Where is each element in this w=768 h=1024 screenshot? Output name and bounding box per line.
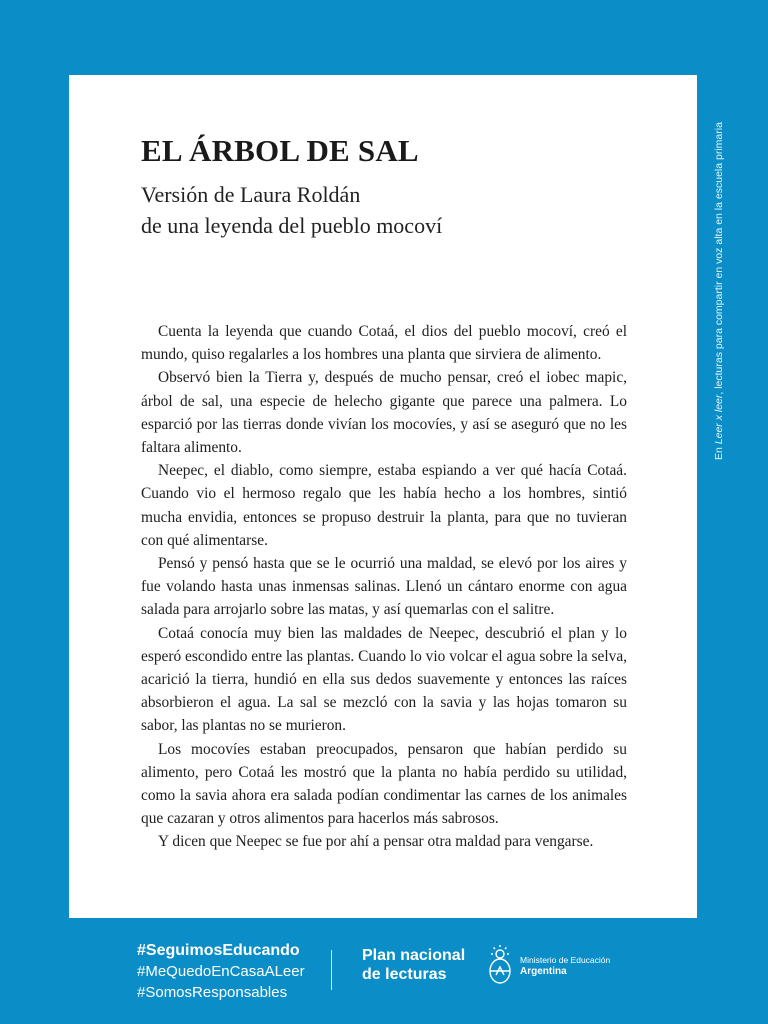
- footer-hashtags: [137, 940, 305, 1003]
- footer-divider: [331, 950, 332, 990]
- story-paragraph: Observó bien la Tierra y, después de mucho pensar, creó el iobec mapic, árbol de sal, una especie de helecho gigante que parece una palmera. Lo esparció por las tierras donde vivían los mocovíes, y así se aseguró que no les faltara alimento.: [141, 369, 627, 457]
- story-paragraph: Pensó y pensó hasta que se le ocurrió una maldad, se elevó por los aires y fue volando hasta unas inmensas salinas. Llenó un cántaro enorme con agua salada para arrojarlo sobre las matas, y así quemarlas con el salitre.: [141, 555, 627, 619]
- ministry-logo: [520, 955, 610, 978]
- ministry-country: Argentina: [520, 966, 567, 977]
- series-side-note: [713, 122, 725, 460]
- ministry-name: Ministerio de Educación: [520, 955, 611, 965]
- hashtag: #MeQuedoEnCasaALeer: [137, 963, 305, 980]
- hashtag: #SeguimosEducando: [137, 942, 300, 959]
- story-paragraph: Cotaá conocía muy bien las maldades de Neepec, descubrió el plan y lo esperó escondido entre las plantas. Cuando lo vio volcar el agua sobre la selva, acarició la tierra, hundió en ella sus dedos suavemente y entonces las raíces absorbieron el agua. La sal se mezcló con la savia y las hojas tomaron su sabor, las plantas no se murieron.: [141, 624, 627, 735]
- side-note-series-name: Leer x leer: [713, 394, 725, 445]
- story-card: [69, 75, 697, 918]
- subtitle-line-1: Versión de Laura Roldán: [141, 182, 361, 207]
- hashtag: #SomosResponsables: [137, 984, 288, 1001]
- story-paragraph: Cuenta la leyenda que cuando Cotaá, el dios del pueblo mocoví, creó el mundo, quiso regalarles a los hombres una planta que sirviera de alimento.: [141, 323, 627, 364]
- story-paragraph: Los mocovíes estaban preocupados, pensaron que habían perdido su alimento, pero Cotaá les mostró que la planta no había perdido su utilidad, como la savia ahora era salada podían condimentar las carnes de los animales que cazaran y otros alimentos para hacerlos más sabrosos.: [141, 740, 627, 828]
- story-title: EL ÁRBOL DE SAL: [141, 133, 419, 168]
- side-note-suffix: , lecturas para compartir en voz alta en la escuela primaria: [713, 122, 725, 395]
- story-subtitle: [141, 179, 442, 241]
- subtitle-line-2: de una leyenda del pueblo mocoví: [141, 213, 443, 238]
- story-paragraph: Neepec, el diablo, como siempre, estaba espiando a ver qué hacía Cotaá. Cuando vio el hermoso regalo que les había hecho a los hombres, sintió mucha envidia, entonces se propuso destruir la planta, para que no tuvieran con qué alimentarse.: [141, 462, 627, 549]
- argentina-seal-icon: [487, 945, 513, 985]
- side-note-prefix: En: [713, 444, 725, 460]
- plan-nacional-logo: [362, 946, 465, 984]
- story-paragraph: Y dicen que Neepec se fue por ahí a pensar otra maldad para vengarse.: [158, 833, 594, 851]
- story-body: [141, 320, 627, 854]
- plan-line-1: Plan nacional: [362, 947, 466, 964]
- plan-line-2: de lecturas: [362, 966, 447, 983]
